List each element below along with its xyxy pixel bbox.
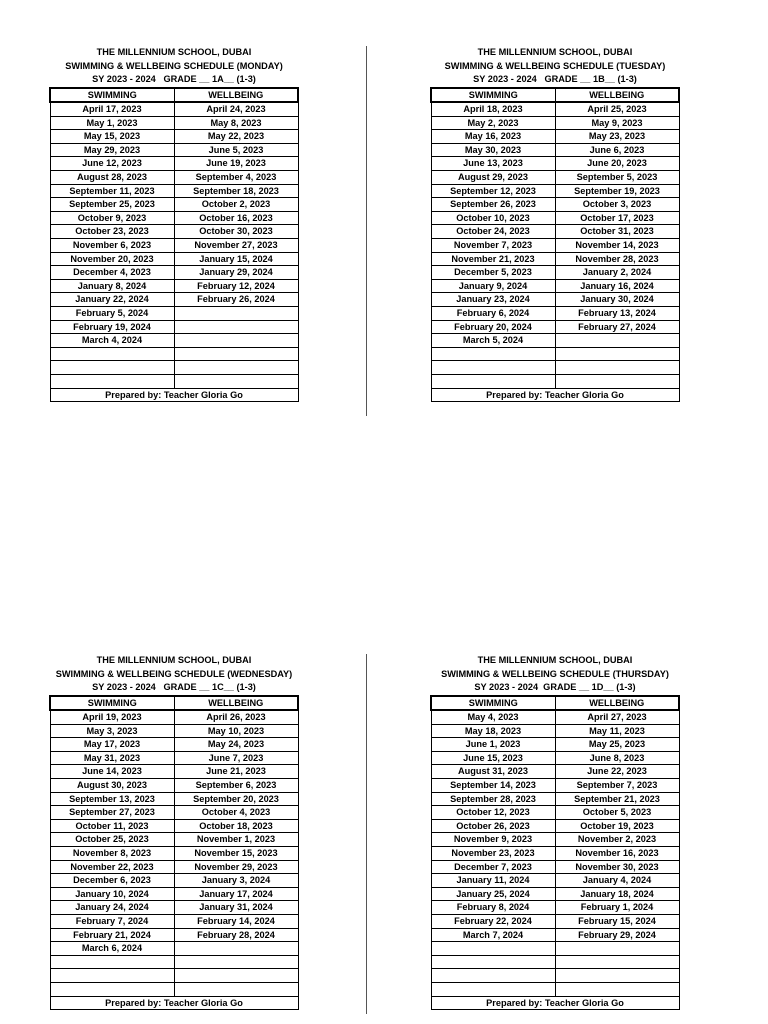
table-row (50, 102, 298, 116)
swimming-date-cell: January 22, 2024 (50, 293, 174, 307)
swimming-date-cell: September 26, 2023 (431, 198, 555, 212)
schedule-wednesday (49, 654, 299, 1010)
swimming-date-cell (431, 969, 555, 983)
school-name: THE MILLENNIUM SCHOOL, DUBAI (477, 47, 633, 57)
swimming-date-cell: November 8, 2023 (50, 847, 174, 861)
wellbeing-date-cell: May 22, 2023 (174, 130, 298, 144)
table-row (50, 279, 298, 293)
table-row (431, 806, 679, 820)
table-row (431, 738, 679, 752)
swimming-date-cell: November 7, 2023 (431, 239, 555, 253)
wellbeing-date-cell (174, 955, 298, 969)
swimming-date-cell: January 9, 2024 (431, 279, 555, 293)
table-row (50, 955, 298, 969)
schedule-table (430, 87, 680, 403)
swimming-date-cell: February 22, 2024 (431, 915, 555, 929)
swimming-date-cell: August 31, 2023 (431, 765, 555, 779)
wellbeing-date-cell: November 15, 2023 (174, 847, 298, 861)
wellbeing-date-cell: May 8, 2023 (174, 116, 298, 130)
swimming-date-cell: May 30, 2023 (431, 143, 555, 157)
wellbeing-date-cell (174, 982, 298, 996)
table-row (431, 266, 679, 280)
wellbeing-date-cell: January 18, 2024 (555, 887, 679, 901)
swimming-date-cell: May 3, 2023 (50, 724, 174, 738)
table-row (50, 887, 298, 901)
wellbeing-date-cell: June 8, 2023 (555, 751, 679, 765)
wellbeing-date-cell: April 27, 2023 (555, 710, 679, 724)
swimming-date-cell (431, 374, 555, 388)
swimming-date-cell: March 4, 2024 (50, 334, 174, 348)
swimming-date-cell: May 18, 2023 (431, 724, 555, 738)
wellbeing-date-cell (174, 334, 298, 348)
swimming-date-cell: September 14, 2023 (431, 779, 555, 793)
table-row (50, 915, 298, 929)
swimming-date-cell: May 4, 2023 (431, 710, 555, 724)
wellbeing-date-cell: January 15, 2024 (174, 252, 298, 266)
swimming-date-cell: January 23, 2024 (431, 293, 555, 307)
wellbeing-date-cell (555, 955, 679, 969)
table-row (431, 819, 679, 833)
wellbeing-date-cell: May 23, 2023 (555, 130, 679, 144)
wellbeing-date-cell: June 5, 2023 (174, 143, 298, 157)
swimming-date-cell: August 30, 2023 (50, 779, 174, 793)
wellbeing-date-cell: January 16, 2024 (555, 279, 679, 293)
table-row (50, 969, 298, 983)
wellbeing-date-cell: January 17, 2024 (174, 887, 298, 901)
swimming-date-cell: August 28, 2023 (50, 171, 174, 185)
schedule-tuesday (430, 46, 680, 402)
table-row (431, 874, 679, 888)
wellbeing-date-cell (174, 942, 298, 956)
table-row (50, 225, 298, 239)
table-row (50, 751, 298, 765)
wellbeing-date-cell: October 4, 2023 (174, 806, 298, 820)
wellbeing-date-cell: October 17, 2023 (555, 211, 679, 225)
swimming-date-cell: November 22, 2023 (50, 860, 174, 874)
table-row (431, 779, 679, 793)
footer-row (431, 388, 679, 402)
swimming-date-cell: June 15, 2023 (431, 751, 555, 765)
table-row (431, 901, 679, 915)
table-row (50, 171, 298, 185)
wellbeing-date-cell: November 29, 2023 (174, 860, 298, 874)
swimming-date-cell: April 17, 2023 (50, 102, 174, 116)
year-grade: SY 2023 - 2024 GRADE __ 1B__ (1-3) (473, 74, 637, 84)
swimming-date-cell: October 25, 2023 (50, 833, 174, 847)
wellbeing-date-cell: January 4, 2024 (555, 874, 679, 888)
table-row (431, 225, 679, 239)
table-row (431, 955, 679, 969)
table-row (50, 738, 298, 752)
wellbeing-date-cell (174, 320, 298, 334)
table-row (50, 806, 298, 820)
table-row (50, 198, 298, 212)
table-row (50, 293, 298, 307)
table-row (50, 307, 298, 321)
swimming-date-cell: October 9, 2023 (50, 211, 174, 225)
wellbeing-date-cell: June 6, 2023 (555, 143, 679, 157)
wellbeing-date-cell (174, 361, 298, 375)
wellbeing-date-cell: May 10, 2023 (174, 724, 298, 738)
wellbeing-date-cell: November 14, 2023 (555, 239, 679, 253)
swimming-date-cell: November 6, 2023 (50, 239, 174, 253)
swimming-date-cell: May 16, 2023 (431, 130, 555, 144)
wellbeing-date-cell: February 28, 2024 (174, 928, 298, 942)
wellbeing-date-cell (174, 969, 298, 983)
table-row (431, 320, 679, 334)
swimming-date-cell: April 18, 2023 (431, 102, 555, 116)
swimming-date-cell: November 9, 2023 (431, 833, 555, 847)
table-row (431, 724, 679, 738)
wellbeing-date-cell: October 30, 2023 (174, 225, 298, 239)
table-row (431, 347, 679, 361)
wellbeing-date-cell (555, 982, 679, 996)
schedule-thursday (430, 654, 680, 1010)
table-row (50, 266, 298, 280)
table-row (431, 710, 679, 724)
swimming-date-cell (50, 374, 174, 388)
table-row (431, 143, 679, 157)
wellbeing-date-cell: May 11, 2023 (555, 724, 679, 738)
swimming-date-cell: February 5, 2024 (50, 307, 174, 321)
wellbeing-date-cell: October 5, 2023 (555, 806, 679, 820)
swimming-date-cell: June 13, 2023 (431, 157, 555, 171)
table-row (431, 751, 679, 765)
wellbeing-date-cell (555, 334, 679, 348)
swimming-date-cell (431, 942, 555, 956)
wellbeing-date-cell: September 18, 2023 (174, 184, 298, 198)
table-row (50, 833, 298, 847)
table-row (431, 279, 679, 293)
table-row (431, 102, 679, 116)
table-row (431, 211, 679, 225)
swimming-date-cell: August 29, 2023 (431, 171, 555, 185)
swimming-date-cell: October 26, 2023 (431, 819, 555, 833)
table-row (50, 874, 298, 888)
swimming-date-cell (431, 955, 555, 969)
swimming-column-header: SWIMMING (431, 696, 555, 711)
schedule-table (49, 695, 299, 1011)
wellbeing-date-cell: February 26, 2024 (174, 293, 298, 307)
swimming-date-cell: September 25, 2023 (50, 198, 174, 212)
swimming-date-cell: February 7, 2024 (50, 915, 174, 929)
table-row (50, 765, 298, 779)
school-name: THE MILLENNIUM SCHOOL, DUBAI (96, 47, 252, 57)
table-row (431, 928, 679, 942)
wellbeing-date-cell (555, 361, 679, 375)
swimming-date-cell (50, 982, 174, 996)
table-row (50, 792, 298, 806)
table-row (431, 157, 679, 171)
wellbeing-date-cell (555, 969, 679, 983)
wellbeing-date-cell: January 2, 2024 (555, 266, 679, 280)
table-row (431, 116, 679, 130)
wellbeing-date-cell: September 4, 2023 (174, 171, 298, 185)
swimming-date-cell: September 11, 2023 (50, 184, 174, 198)
swimming-column-header: SWIMMING (50, 696, 174, 711)
wellbeing-date-cell: February 13, 2024 (555, 307, 679, 321)
table-row (50, 982, 298, 996)
school-name: THE MILLENNIUM SCHOOL, DUBAI (96, 655, 252, 665)
swimming-column-header: SWIMMING (431, 88, 555, 103)
swimming-date-cell (431, 347, 555, 361)
wellbeing-column-header: WELLBEING (174, 696, 298, 711)
swimming-date-cell: December 5, 2023 (431, 266, 555, 280)
wellbeing-date-cell: May 24, 2023 (174, 738, 298, 752)
schedule-monday (49, 46, 299, 402)
swimming-date-cell: January 24, 2024 (50, 901, 174, 915)
table-row (50, 184, 298, 198)
swimming-date-cell: October 12, 2023 (431, 806, 555, 820)
wellbeing-date-cell: November 27, 2023 (174, 239, 298, 253)
table-row (50, 157, 298, 171)
swimming-date-cell: April 19, 2023 (50, 710, 174, 724)
wellbeing-date-cell: October 16, 2023 (174, 211, 298, 225)
table-header-row (50, 88, 298, 103)
swimming-date-cell: January 25, 2024 (431, 887, 555, 901)
wellbeing-date-cell: June 21, 2023 (174, 765, 298, 779)
swimming-date-cell: February 19, 2024 (50, 320, 174, 334)
swimming-date-cell (50, 361, 174, 375)
swimming-date-cell: May 1, 2023 (50, 116, 174, 130)
swimming-column-header: SWIMMING (50, 88, 174, 103)
divider-line-top (366, 46, 367, 416)
table-row (50, 819, 298, 833)
wellbeing-date-cell: September 6, 2023 (174, 779, 298, 793)
swimming-date-cell: May 2, 2023 (431, 116, 555, 130)
wellbeing-date-cell: April 26, 2023 (174, 710, 298, 724)
wellbeing-date-cell (174, 347, 298, 361)
wellbeing-date-cell: June 20, 2023 (555, 157, 679, 171)
wellbeing-date-cell (555, 347, 679, 361)
schedule-title: SWIMMING & WELLBEING SCHEDULE (TUESDAY) (444, 60, 666, 71)
wellbeing-column-header: WELLBEING (174, 88, 298, 103)
wellbeing-date-cell: February 27, 2024 (555, 320, 679, 334)
prepared-by: Prepared by: Teacher Gloria Go (431, 996, 679, 1010)
wellbeing-date-cell: June 22, 2023 (555, 765, 679, 779)
table-row (431, 198, 679, 212)
table-row (50, 361, 298, 375)
swimming-date-cell (50, 347, 174, 361)
swimming-date-cell: May 29, 2023 (50, 143, 174, 157)
swimming-date-cell: January 11, 2024 (431, 874, 555, 888)
wellbeing-date-cell: April 24, 2023 (174, 102, 298, 116)
swimming-date-cell: October 23, 2023 (50, 225, 174, 239)
swimming-date-cell: June 1, 2023 (431, 738, 555, 752)
prepared-by: Prepared by: Teacher Gloria Go (431, 388, 679, 402)
table-row (50, 143, 298, 157)
wellbeing-date-cell: September 7, 2023 (555, 779, 679, 793)
swimming-date-cell (431, 982, 555, 996)
swimming-date-cell: January 8, 2024 (50, 279, 174, 293)
table-row (50, 724, 298, 738)
table-row (50, 374, 298, 388)
table-row (431, 887, 679, 901)
swimming-date-cell: February 21, 2024 (50, 928, 174, 942)
swimming-date-cell: September 27, 2023 (50, 806, 174, 820)
footer-row (431, 996, 679, 1010)
table-row (50, 847, 298, 861)
wellbeing-date-cell: May 25, 2023 (555, 738, 679, 752)
swimming-date-cell: September 28, 2023 (431, 792, 555, 806)
swimming-date-cell: October 10, 2023 (431, 211, 555, 225)
table-row (50, 130, 298, 144)
swimming-date-cell: December 4, 2023 (50, 266, 174, 280)
footer-row (50, 388, 298, 402)
wellbeing-date-cell: June 19, 2023 (174, 157, 298, 171)
swimming-date-cell: February 8, 2024 (431, 901, 555, 915)
wellbeing-date-cell: November 2, 2023 (555, 833, 679, 847)
table-header-row (431, 696, 679, 711)
table-row (431, 130, 679, 144)
swimming-date-cell: March 6, 2024 (50, 942, 174, 956)
year-grade: SY 2023 - 2024 GRADE __ 1D__ (1-3) (474, 682, 636, 692)
table-row (431, 982, 679, 996)
table-row (431, 765, 679, 779)
table-row (431, 792, 679, 806)
table-row (50, 320, 298, 334)
wellbeing-date-cell: February 29, 2024 (555, 928, 679, 942)
swimming-date-cell: June 12, 2023 (50, 157, 174, 171)
wellbeing-date-cell: November 28, 2023 (555, 252, 679, 266)
swimming-date-cell: September 13, 2023 (50, 792, 174, 806)
wellbeing-date-cell: January 3, 2024 (174, 874, 298, 888)
table-row (431, 969, 679, 983)
wellbeing-date-cell: January 30, 2024 (555, 293, 679, 307)
prepared-by: Prepared by: Teacher Gloria Go (50, 388, 298, 402)
swimming-date-cell: May 15, 2023 (50, 130, 174, 144)
wellbeing-date-cell: February 12, 2024 (174, 279, 298, 293)
divider-line-bottom (366, 654, 367, 1014)
table-row (50, 942, 298, 956)
table-row (50, 347, 298, 361)
swimming-date-cell: June 14, 2023 (50, 765, 174, 779)
wellbeing-date-cell: October 31, 2023 (555, 225, 679, 239)
swimming-date-cell: March 5, 2024 (431, 334, 555, 348)
swimming-date-cell: October 24, 2023 (431, 225, 555, 239)
swimming-date-cell (50, 955, 174, 969)
wellbeing-date-cell: November 1, 2023 (174, 833, 298, 847)
schedule-title: SWIMMING & WELLBEING SCHEDULE (THURSDAY) (441, 668, 669, 679)
wellbeing-date-cell (555, 942, 679, 956)
schedule-title: SWIMMING & WELLBEING SCHEDULE (MONDAY) (65, 60, 283, 71)
table-header-row (431, 88, 679, 103)
swimming-date-cell: January 10, 2024 (50, 887, 174, 901)
table-row (50, 710, 298, 724)
wellbeing-date-cell: October 3, 2023 (555, 198, 679, 212)
swimming-date-cell: November 23, 2023 (431, 847, 555, 861)
table-row (50, 928, 298, 942)
wellbeing-date-cell: June 7, 2023 (174, 751, 298, 765)
swimming-date-cell: September 12, 2023 (431, 184, 555, 198)
wellbeing-date-cell: September 5, 2023 (555, 171, 679, 185)
table-row (431, 252, 679, 266)
wellbeing-date-cell: October 2, 2023 (174, 198, 298, 212)
wellbeing-date-cell: September 21, 2023 (555, 792, 679, 806)
wellbeing-column-header: WELLBEING (555, 696, 679, 711)
wellbeing-date-cell: October 19, 2023 (555, 819, 679, 833)
swimming-date-cell: December 6, 2023 (50, 874, 174, 888)
table-row (50, 779, 298, 793)
table-row (431, 915, 679, 929)
wellbeing-date-cell: September 19, 2023 (555, 184, 679, 198)
wellbeing-date-cell: January 29, 2024 (174, 266, 298, 280)
year-grade: SY 2023 - 2024 GRADE __ 1A__ (1-3) (92, 74, 256, 84)
swimming-date-cell (50, 969, 174, 983)
wellbeing-date-cell: October 18, 2023 (174, 819, 298, 833)
table-row (431, 239, 679, 253)
wellbeing-date-cell: February 15, 2024 (555, 915, 679, 929)
table-row (431, 293, 679, 307)
schedule-title: SWIMMING & WELLBEING SCHEDULE (WEDNESDAY) (55, 668, 293, 679)
schedule-table (430, 695, 680, 1011)
table-row (50, 860, 298, 874)
table-row (431, 184, 679, 198)
table-row (431, 361, 679, 375)
table-row (50, 116, 298, 130)
wellbeing-date-cell: November 16, 2023 (555, 847, 679, 861)
swimming-date-cell: May 31, 2023 (50, 751, 174, 765)
swimming-date-cell: November 20, 2023 (50, 252, 174, 266)
prepared-by: Prepared by: Teacher Gloria Go (50, 996, 298, 1010)
school-name: THE MILLENNIUM SCHOOL, DUBAI (477, 655, 633, 665)
wellbeing-date-cell: February 1, 2024 (555, 901, 679, 915)
table-row (431, 307, 679, 321)
table-row (50, 252, 298, 266)
wellbeing-date-cell: November 30, 2023 (555, 860, 679, 874)
wellbeing-date-cell: April 25, 2023 (555, 102, 679, 116)
swimming-date-cell: December 7, 2023 (431, 860, 555, 874)
wellbeing-date-cell: September 20, 2023 (174, 792, 298, 806)
wellbeing-date-cell (174, 307, 298, 321)
table-row (50, 334, 298, 348)
wellbeing-date-cell: January 31, 2024 (174, 901, 298, 915)
schedule-table (49, 87, 299, 403)
table-row (431, 334, 679, 348)
swimming-date-cell: May 17, 2023 (50, 738, 174, 752)
table-row (50, 239, 298, 253)
swimming-date-cell (431, 361, 555, 375)
table-row (50, 901, 298, 915)
table-row (50, 211, 298, 225)
table-row (431, 171, 679, 185)
table-row (431, 374, 679, 388)
wellbeing-date-cell (555, 374, 679, 388)
wellbeing-date-cell (174, 374, 298, 388)
swimming-date-cell: February 20, 2024 (431, 320, 555, 334)
swimming-date-cell: March 7, 2024 (431, 928, 555, 942)
swimming-date-cell: February 6, 2024 (431, 307, 555, 321)
wellbeing-date-cell: February 14, 2024 (174, 915, 298, 929)
table-row (431, 860, 679, 874)
wellbeing-date-cell: May 9, 2023 (555, 116, 679, 130)
table-header-row (50, 696, 298, 711)
table-row (431, 833, 679, 847)
table-row (431, 847, 679, 861)
swimming-date-cell: October 11, 2023 (50, 819, 174, 833)
wellbeing-column-header: WELLBEING (555, 88, 679, 103)
table-row (431, 942, 679, 956)
swimming-date-cell: November 21, 2023 (431, 252, 555, 266)
footer-row (50, 996, 298, 1010)
year-grade: SY 2023 - 2024 GRADE __ 1C__ (1-3) (92, 682, 256, 692)
